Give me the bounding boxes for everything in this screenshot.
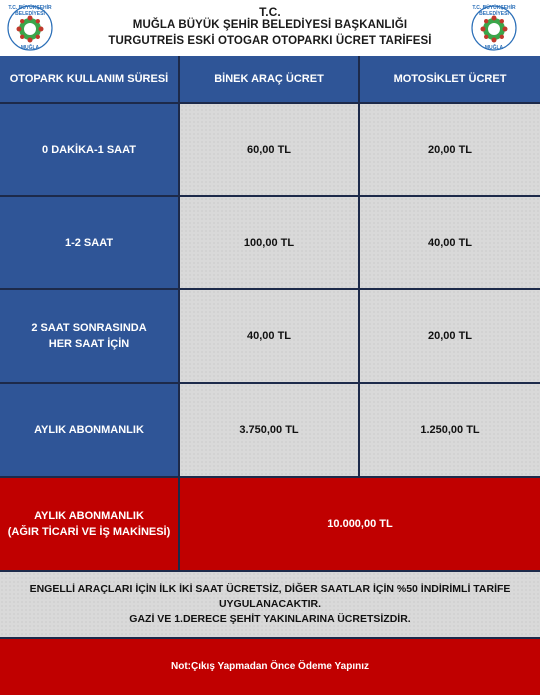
page-header [0, 0, 540, 56]
row-duration: 0 DAKİKA-1 SAAT [0, 104, 178, 195]
row-moto-fee: 20,00 TL [360, 290, 540, 382]
heavy-label-line-1: AYLIK ABONMANLIK [34, 510, 144, 522]
header-line-3: TURGUTREİS ESKİ OTOGAR OTOPARKI ÜCRET TARİFESİ [108, 35, 432, 47]
logo-text-bottom: MUĞLA [484, 45, 504, 51]
heavy-vehicle-fee: 10.000,00 TL [180, 478, 540, 570]
municipality-logo-right [470, 4, 518, 52]
header-duration: OTOPARK KULLANIM SÜRESİ [0, 56, 178, 102]
row-moto-fee: 40,00 TL [360, 197, 540, 288]
payment-footer-note: Not:Çıkış Yapmadan Önce Ödeme Yapınız [0, 639, 540, 695]
row-moto-fee: 1.250,00 TL [360, 384, 540, 476]
logo-text-top: T.C. BÜYÜKŞEHİR BELEDİYESİ [8, 5, 52, 17]
row-duration: 2 SAAT SONRASINDA HER SAAT İÇİN [0, 290, 178, 382]
header-car-fee: BİNEK ARAÇ ÜCRET [180, 56, 358, 102]
tariff-table [0, 56, 540, 695]
header-line-1: T.C. [259, 5, 281, 19]
veteran-free-note: GAZİ VE 1.DERECE ŞEHİT YAKINLARINA ÜCRETSİZDİR. [129, 613, 411, 625]
row-duration: 1-2 SAAT [0, 197, 178, 288]
row-car-fee: 3.750,00 TL [180, 384, 358, 476]
header-moto-fee: MOTOSİKLET ÜCRET [360, 56, 540, 102]
row-duration: AYLIK ABONMANLIK [0, 384, 178, 476]
row-car-fee: 100,00 TL [180, 197, 358, 288]
disabled-discount-note: ENGELLİ ARAÇLARI İÇİN İLK İKİ SAAT ÜCRETSİZ, DİĞER SAATLAR İÇİN %50 İNDİRİMLİ TARİFE UYGULANACAKTIR. [29, 583, 511, 610]
logo-text-top: T.C. BÜYÜKŞEHİR BELEDİYESİ [472, 5, 516, 17]
logo-text-bottom: MUĞLA [20, 45, 40, 51]
heavy-label-line-2: (AĞIR TİCARİ VE İŞ MAKİNESİ) [7, 526, 171, 538]
row-moto-fee: 20,00 TL [360, 104, 540, 195]
header-line-2: MUĞLA BÜYÜK ŞEHİR BELEDİYESİ BAŞKANLIĞI [132, 19, 408, 31]
row-car-fee: 40,00 TL [180, 290, 358, 382]
row-car-fee: 60,00 TL [180, 104, 358, 195]
discount-notes [0, 572, 540, 637]
heavy-vehicle-label [0, 478, 178, 570]
